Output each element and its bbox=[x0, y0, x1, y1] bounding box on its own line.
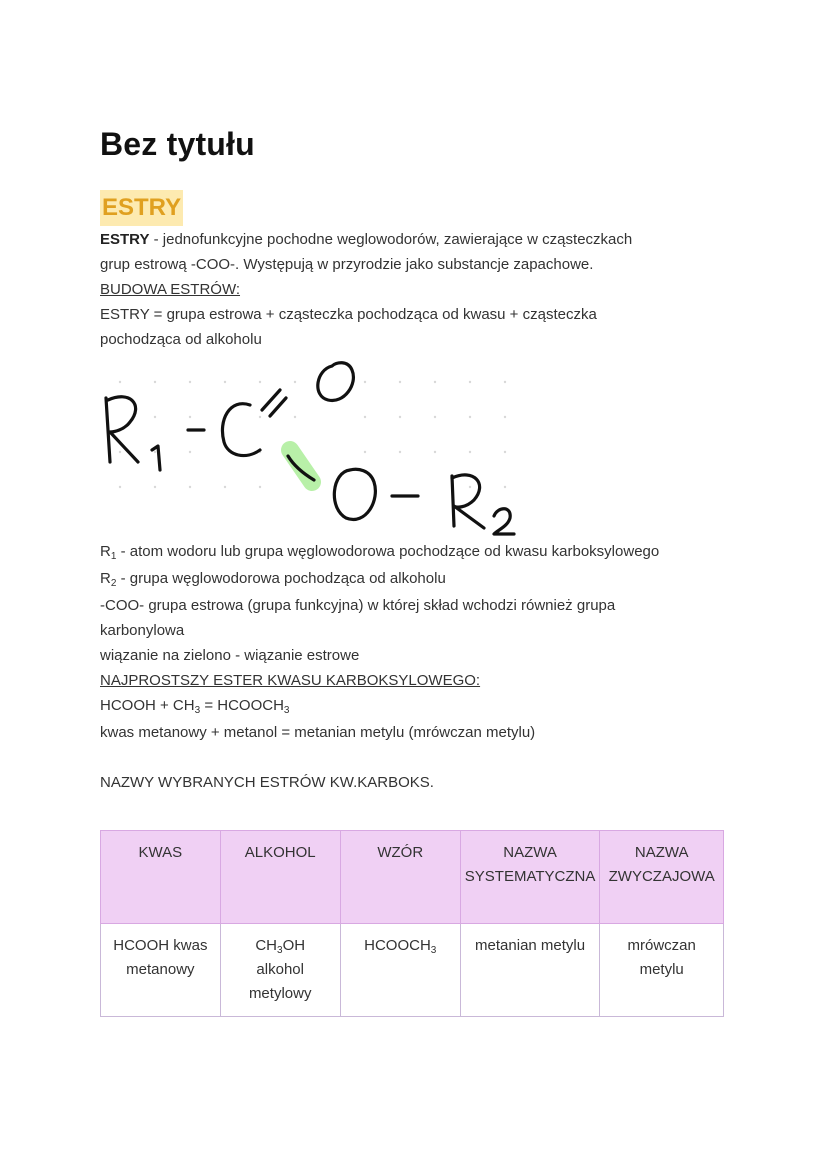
r2-sub: 2 bbox=[110, 578, 117, 589]
r2-description bbox=[100, 566, 446, 591]
definition-line-2: grup estrową -COO-. Występują w przyrodzie jako substancje zapachowe. bbox=[100, 256, 594, 273]
letter-c bbox=[222, 404, 260, 456]
header-alkohol: ALKOHOL bbox=[220, 831, 340, 924]
cell-alkohol bbox=[220, 924, 340, 1017]
table-header-row bbox=[101, 831, 724, 924]
simplest-ester-heading: NAJPROSTSZY ESTER KWASU KARBOKSYLOWEGO: bbox=[100, 672, 481, 689]
equation-part-1: HCOOH + CH bbox=[100, 697, 195, 714]
wzor-formula: HCOOCH bbox=[364, 937, 431, 954]
definition-text-1: - jednofunkcyjne pochodne weglowodorów, zawierające w cząsteczkach bbox=[149, 231, 633, 248]
letter-r2 bbox=[452, 475, 484, 528]
r2-symbol: R bbox=[100, 570, 111, 587]
cell-nazwa-systematyczna: metanian metylu bbox=[460, 924, 600, 1017]
cell-nazwa-zwyczajowa: mrówczan metylu bbox=[600, 924, 724, 1017]
ester-names-table bbox=[100, 830, 724, 1017]
budowa-line-1: ESTRY = grupa estrowa + cząsteczka pochodząca od kwasu + cząsteczka bbox=[100, 306, 597, 323]
definition-line-1 bbox=[100, 227, 632, 252]
equation-sub-2: 3 bbox=[283, 705, 290, 716]
alkohol-formula bbox=[255, 937, 305, 954]
ester-structure-drawing bbox=[100, 350, 540, 540]
alkohol-formula-start: CH bbox=[255, 937, 277, 954]
cell-wzor bbox=[340, 924, 460, 1017]
definition-term: ESTRY bbox=[100, 231, 150, 248]
alkohol-name: alkohol metylowy bbox=[248, 961, 312, 1002]
alkohol-formula-sub: 3 bbox=[277, 945, 283, 956]
names-heading: NAZWY WYBRANYCH ESTRÓW KW.KARBOKS. bbox=[100, 774, 434, 791]
cell-kwas: HCOOH kwas metanowy bbox=[101, 924, 221, 1017]
page-title: Bez tytułu bbox=[100, 126, 255, 162]
r1-sub: 1 bbox=[110, 551, 117, 562]
header-wzor: WZÓR bbox=[340, 831, 460, 924]
green-bond-note: wiązanie na zielono - wiązanie estrowe bbox=[100, 647, 360, 664]
section-heading-estry: ESTRY bbox=[100, 190, 183, 226]
equation bbox=[100, 693, 289, 718]
letter-r1 bbox=[106, 397, 138, 462]
r1-text: - atom wodoru lub grupa węglowodorowa pochodzące od kwasu karboksylowego bbox=[116, 543, 660, 560]
r2-text: - grupa węglowodorowa pochodząca od alkoholu bbox=[116, 570, 446, 587]
equation-words: kwas metanowy + metanol = metanian metylu (mrówczan metylu) bbox=[100, 724, 536, 741]
budowa-line-2: pochodząca od alkoholu bbox=[100, 331, 262, 348]
double-bond bbox=[262, 390, 286, 416]
wzor-sub: 3 bbox=[430, 945, 437, 956]
header-nazwa-zwyczajowa: NAZWA ZWYCZAJOWA bbox=[600, 831, 724, 924]
coo-line-2: karbonylowa bbox=[100, 622, 185, 639]
table-row bbox=[101, 924, 724, 1017]
header-nazwa-systematyczna: NAZWA SYSTEMATYCZNA bbox=[460, 831, 600, 924]
r1-symbol: R bbox=[100, 543, 111, 560]
equation-sub-1: 3 bbox=[194, 705, 201, 716]
r1-description bbox=[100, 539, 659, 564]
coo-line-1: -COO- grupa estrowa (grupa funkcyjna) w której skład wchodzi również grupa bbox=[100, 597, 616, 614]
atom-o-bottom bbox=[334, 469, 375, 519]
alkohol-formula-end: OH bbox=[282, 937, 306, 954]
subscript-1-glyph bbox=[152, 446, 160, 470]
header-kwas: KWAS bbox=[101, 831, 221, 924]
equation-part-2: = HCOOCH bbox=[200, 697, 284, 714]
atom-o-top bbox=[318, 363, 354, 401]
budowa-heading: BUDOWA ESTRÓW: bbox=[100, 281, 241, 298]
subscript-2-glyph bbox=[494, 509, 514, 534]
